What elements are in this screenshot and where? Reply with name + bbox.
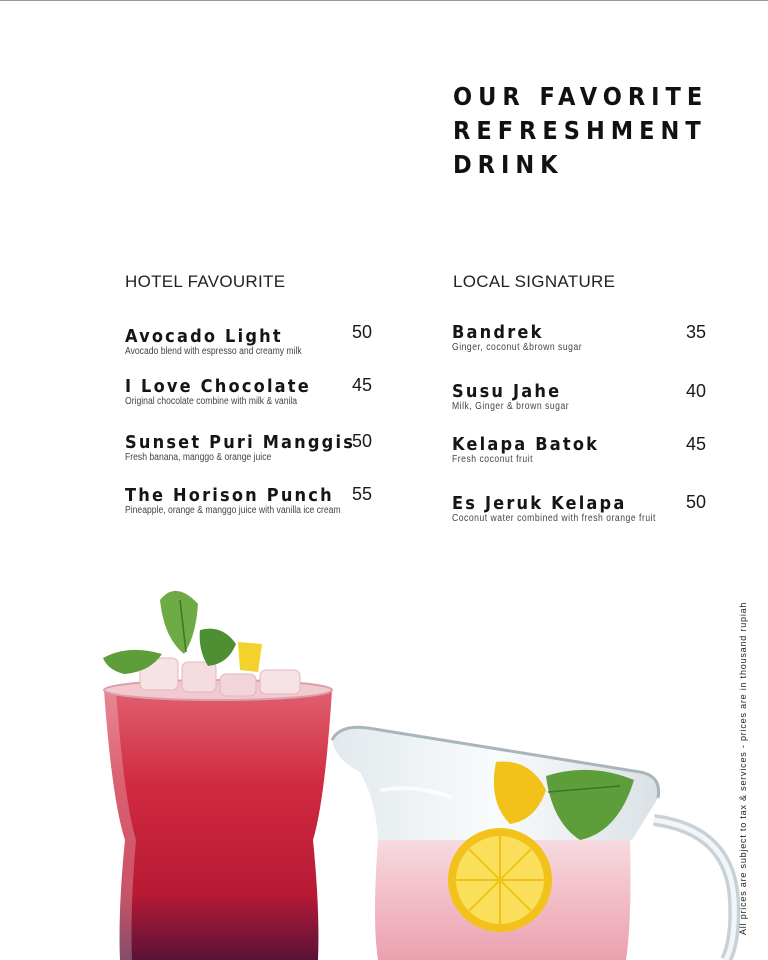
item-name: Avocado Light <box>125 326 283 347</box>
item-price: 50 <box>352 322 373 342</box>
item-price: 35 <box>686 322 707 342</box>
page-title <box>453 80 708 182</box>
item-description: Fresh coconut fruit <box>452 454 534 465</box>
menu-item-bandrek <box>452 323 768 354</box>
menu-item-kelapa-batok <box>452 435 768 466</box>
item-name: Es Jeruk Kelapa <box>452 493 627 514</box>
red-drink-glass <box>103 591 332 960</box>
item-description: Coconut water combined with fresh orange fruit <box>452 513 656 524</box>
menu-item-es-jeruk-kelapa <box>452 494 768 525</box>
item-description: Original chocolate combine with milk & vanila <box>125 396 298 407</box>
menu-item-i-love-chocolate <box>125 377 455 408</box>
top-rule <box>0 0 768 1</box>
item-description: Fresh banana, manggo & orange juice <box>125 452 272 463</box>
item-name: Sunset Puri Manggis <box>125 432 356 453</box>
menu-item-susu-jahe <box>452 382 768 413</box>
section-heading-local-signature: LOCAL SIGNATURE <box>453 272 616 291</box>
item-description: Milk, Ginger & brown sugar <box>452 401 570 412</box>
item-name: Susu Jahe <box>452 381 562 402</box>
item-name: Bandrek <box>452 322 544 343</box>
title-line-3: DRINK <box>453 150 564 179</box>
pink-drink-pitcher <box>332 727 734 960</box>
item-price: 45 <box>686 434 707 454</box>
title-line-2: REFRESHMENT <box>453 116 707 145</box>
item-price: 50 <box>352 431 373 451</box>
section-heading-hotel-favourite: HOTEL FAVOURITE <box>125 272 286 291</box>
item-price: 45 <box>352 375 373 395</box>
item-name: I Love Chocolate <box>125 376 311 397</box>
item-name: Kelapa Batok <box>452 434 600 455</box>
price-footnote: All prices are subject to tax & services - prices are in thousand rupiah <box>738 601 748 935</box>
item-name: The Horison Punch <box>125 485 334 506</box>
item-price: 50 <box>686 492 707 512</box>
menu-item-avocado-light <box>125 327 455 358</box>
item-description: Pineapple, orange & manggo juice with vanilla ice cream <box>125 505 341 516</box>
menu-item-sunset-puri-manggis <box>125 433 455 464</box>
title-line-1: OUR FAVORITE <box>453 82 709 111</box>
menu-item-the-horison-punch <box>125 486 455 517</box>
item-description: Avocado blend with espresso and creamy milk <box>125 346 302 357</box>
drinks-photo <box>0 540 768 960</box>
item-price: 55 <box>352 484 373 504</box>
item-price: 40 <box>686 381 707 401</box>
item-description: Ginger, coconut &brown sugar <box>452 342 583 353</box>
